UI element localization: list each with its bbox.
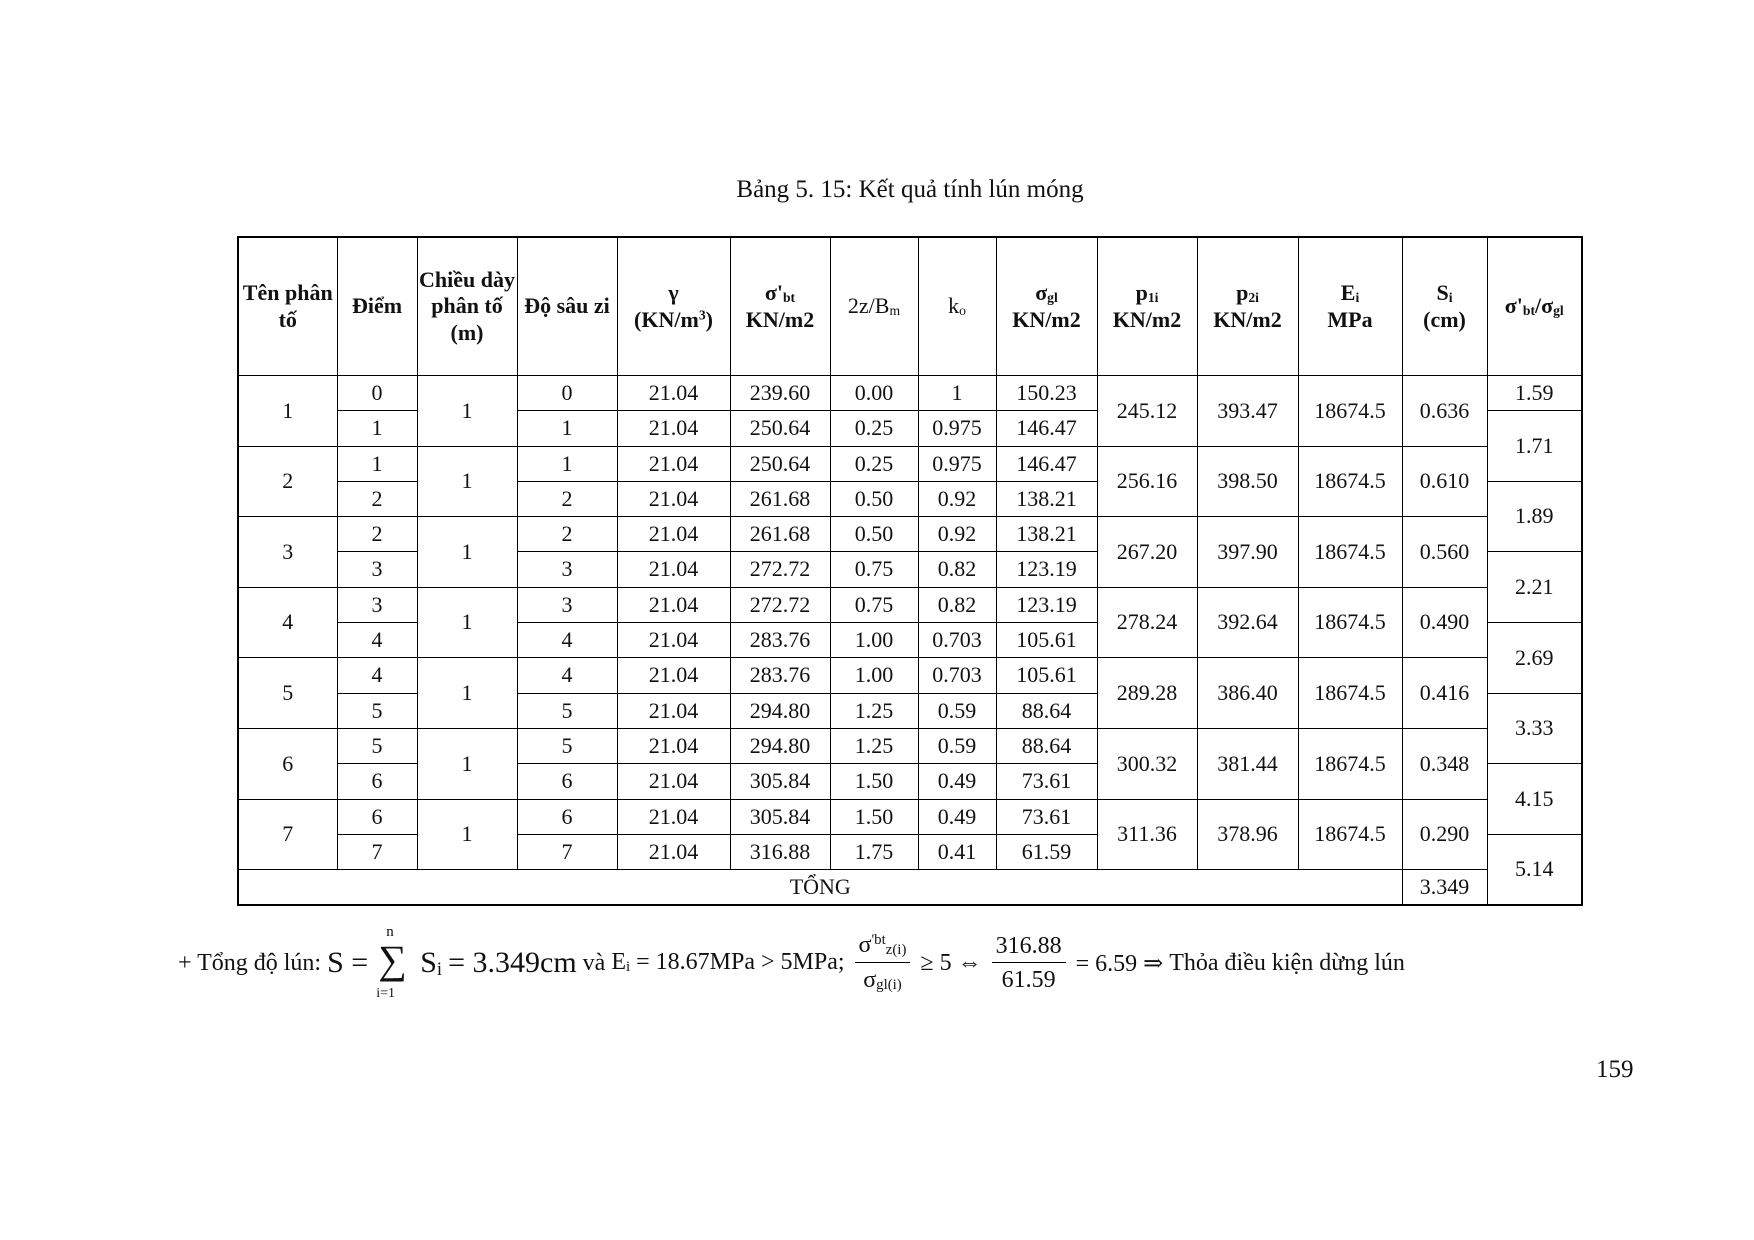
header-p2: $p_{2i}$ KN/m2 [1197, 237, 1298, 376]
depth-z: 3 [517, 587, 617, 622]
depth-z: 5 [517, 693, 617, 728]
element-name: 1 [238, 376, 337, 447]
p1-value: 267.20 [1097, 517, 1197, 588]
sigma-bt-value: 272.72 [730, 552, 830, 587]
ko-value: 0.49 [918, 764, 996, 799]
gamma-value: 21.04 [617, 517, 730, 552]
sigma-gl-value: 61.59 [996, 834, 1097, 869]
header-s: $S_i$ (cm) [1402, 237, 1487, 376]
p2-value: 397.90 [1197, 517, 1298, 588]
point-id: 4 [337, 623, 417, 658]
ko-value: 0.703 [918, 623, 996, 658]
header-ko: $k_o$ [918, 237, 996, 376]
formula-and: và [582, 949, 606, 976]
formula-result: = 3.349cm [448, 946, 577, 979]
gamma-value: 21.04 [617, 411, 730, 446]
ratio-value: 0.50 [830, 481, 918, 516]
table-row [238, 587, 1582, 622]
ratio-value: 0.75 [830, 552, 918, 587]
ko-value: 0.82 [918, 552, 996, 587]
header-e: $E_i$ MPa [1298, 237, 1402, 376]
s-value: 0.610 [1402, 446, 1487, 517]
element-name: 5 [238, 658, 337, 729]
element-name: 3 [238, 517, 337, 588]
sigma-gl-value: 146.47 [996, 411, 1097, 446]
ko-value: 0.49 [918, 799, 996, 834]
s-value: 0.348 [1402, 728, 1487, 799]
sigma-gl-value: 138.21 [996, 481, 1097, 516]
point-id: 3 [337, 552, 417, 587]
formula-prefix: + Tổng độ lún: [178, 949, 322, 976]
page-number: 159 [1596, 1056, 1634, 1083]
sigma-bt-value: 283.76 [730, 658, 830, 693]
stress-ratio-fraction: $\frac{\sigma^{'bt}_{z(i)}}{\sigma_{gl(i)}}$ [855, 932, 911, 993]
element-thickness: 1 [417, 587, 517, 658]
ko-value: 0.703 [918, 658, 996, 693]
sigma-gl-value: 138.21 [996, 517, 1097, 552]
ratio-value: 1.00 [830, 623, 918, 658]
stress-ratio-value: 4.15 [1487, 764, 1582, 835]
sigma-gl-value: 150.23 [996, 376, 1097, 411]
s-value: 0.636 [1402, 376, 1487, 447]
formula-conclusion: Thỏa điều kiện dừng lún [1169, 949, 1405, 976]
element-thickness: 1 [417, 728, 517, 799]
p1-value: 311.36 [1097, 799, 1197, 870]
sigma-gl-value: 73.61 [996, 764, 1097, 799]
stress-ratio-value: 1.89 [1487, 481, 1582, 552]
point-id: 2 [337, 481, 417, 516]
table-row [238, 658, 1582, 693]
s-value: 0.560 [1402, 517, 1487, 588]
header-gamma: γ $(KN/m^3)$ [617, 237, 730, 376]
depth-z: 1 [517, 446, 617, 481]
table-caption: Bảng 5. 15: Kết quả tính lún móng [736, 176, 1084, 203]
e-value: 18674.5 [1298, 376, 1402, 447]
header-diem: Điểm [337, 237, 417, 376]
e-value: 18674.5 [1298, 587, 1402, 658]
e-value: 18674.5 [1298, 658, 1402, 729]
formula-si: $S_i$ [420, 945, 443, 980]
table-row [238, 517, 1582, 552]
ko-value: 0.92 [918, 481, 996, 516]
gamma-value: 21.04 [617, 446, 730, 481]
p2-value: 392.64 [1197, 587, 1298, 658]
ratio-value: 1.25 [830, 693, 918, 728]
stress-ratio-value: 2.21 [1487, 552, 1582, 623]
ratio-value: 0.25 [830, 411, 918, 446]
ko-value: 0.59 [918, 693, 996, 728]
gamma-value: 21.04 [617, 552, 730, 587]
sigma-bt-value: 305.84 [730, 764, 830, 799]
element-name: 7 [238, 799, 337, 870]
ratio-value: 1.75 [830, 834, 918, 869]
p2-value: 381.44 [1197, 728, 1298, 799]
ratio-value: 1.25 [830, 728, 918, 763]
header-sigma-bt: $\sigma'_{bt}$ KN/m2 [730, 237, 830, 376]
settlement-table [237, 236, 1583, 906]
sigma-gl-value: 105.61 [996, 623, 1097, 658]
point-id: 2 [337, 517, 417, 552]
header-sigma-gl: $\sigma_{gl}$ KN/m2 [996, 237, 1097, 376]
stress-ratio-value: 1.71 [1487, 411, 1582, 482]
stress-ratio-value: 5.14 [1487, 834, 1582, 905]
point-id: 5 [337, 693, 417, 728]
point-id: 1 [337, 411, 417, 446]
p1-value: 278.24 [1097, 587, 1197, 658]
depth-z: 3 [517, 552, 617, 587]
point-id: 3 [337, 587, 417, 622]
sigma-bt-value: 294.80 [730, 728, 830, 763]
sigma-gl-value: 123.19 [996, 552, 1097, 587]
header-row [238, 237, 1582, 376]
ratio-value: 0.50 [830, 517, 918, 552]
gamma-value: 21.04 [617, 587, 730, 622]
sigma-gl-value: 88.64 [996, 728, 1097, 763]
sigma-gl-value: 88.64 [996, 693, 1097, 728]
summation-symbol: n ∑ i=1 [376, 924, 407, 1001]
gamma-value: 21.04 [617, 623, 730, 658]
formula-s-eq: S = [327, 946, 369, 979]
gamma-value: 21.04 [617, 481, 730, 516]
point-id: 4 [337, 658, 417, 693]
header-ratio-2z-bm: $2z/B_m$ [830, 237, 918, 376]
ko-value: 0.975 [918, 446, 996, 481]
point-id: 0 [337, 376, 417, 411]
formula-ge: ≥ 5 ⇔ [920, 949, 982, 976]
table-row [238, 376, 1582, 411]
depth-z: 4 [517, 658, 617, 693]
table-row [238, 799, 1582, 834]
ratio-value: 1.50 [830, 799, 918, 834]
stress-ratio-value: 2.69 [1487, 623, 1582, 694]
ratio-value: 0.00 [830, 376, 918, 411]
s-value: 0.416 [1402, 658, 1487, 729]
sigma-gl-value: 73.61 [996, 799, 1097, 834]
p1-value: 289.28 [1097, 658, 1197, 729]
p2-value: 378.96 [1197, 799, 1298, 870]
gamma-value: 21.04 [617, 764, 730, 799]
element-thickness: 1 [417, 799, 517, 870]
element-name: 6 [238, 728, 337, 799]
ko-value: 0.92 [918, 517, 996, 552]
ko-value: 0.41 [918, 834, 996, 869]
point-id: 5 [337, 728, 417, 763]
gamma-value: 21.04 [617, 728, 730, 763]
gamma-value: 21.04 [617, 834, 730, 869]
ko-value: 0.975 [918, 411, 996, 446]
e-value: 18674.5 [1298, 799, 1402, 870]
element-name: 4 [238, 587, 337, 658]
ko-value: 1 [918, 376, 996, 411]
sigma-bt-value: 250.64 [730, 446, 830, 481]
depth-z: 1 [517, 411, 617, 446]
p1-value: 300.32 [1097, 728, 1197, 799]
ko-value: 0.82 [918, 587, 996, 622]
e-value: 18674.5 [1298, 446, 1402, 517]
sigma-gl-value: 146.47 [996, 446, 1097, 481]
sigma-bt-value: 283.76 [730, 623, 830, 658]
sigma-bt-value: 239.60 [730, 376, 830, 411]
gamma-value: 21.04 [617, 658, 730, 693]
depth-z: 4 [517, 623, 617, 658]
p1-value: 245.12 [1097, 376, 1197, 447]
sigma-bt-value: 272.72 [730, 587, 830, 622]
sigma-gl-value: 105.61 [996, 658, 1097, 693]
ratio-value: 0.25 [830, 446, 918, 481]
p1-value: 256.16 [1097, 446, 1197, 517]
e-value: 18674.5 [1298, 517, 1402, 588]
point-id: 1 [337, 446, 417, 481]
point-id: 6 [337, 764, 417, 799]
sigma-bt-value: 294.80 [730, 693, 830, 728]
depth-z: 7 [517, 834, 617, 869]
element-name: 2 [238, 446, 337, 517]
depth-z: 2 [517, 517, 617, 552]
header-p1: $p_{1i}$ KN/m2 [1097, 237, 1197, 376]
element-thickness: 1 [417, 658, 517, 729]
stress-ratio-value: 1.59 [1487, 376, 1582, 411]
s-value: 0.290 [1402, 799, 1487, 870]
ratio-value: 1.50 [830, 764, 918, 799]
total-row [238, 870, 1582, 906]
point-id: 6 [337, 799, 417, 834]
depth-z: 6 [517, 764, 617, 799]
table-row [238, 728, 1582, 763]
formula-eq-result: = 6.59 ⇒ [1075, 950, 1164, 977]
element-thickness: 1 [417, 517, 517, 588]
p2-value: 386.40 [1197, 658, 1298, 729]
settlement-formula [178, 924, 1405, 1001]
total-label: TỔNG [238, 870, 1402, 906]
total-value: 3.349 [1402, 870, 1487, 906]
depth-z: 5 [517, 728, 617, 763]
header-chieu-day: Chiều dày phân tố (m) [417, 237, 517, 376]
s-value: 0.490 [1402, 587, 1487, 658]
numeric-fraction: $\frac{316.88}{61.59}$ [992, 933, 1066, 994]
header-ten-phan-to: Tên phân tố [238, 237, 337, 376]
point-id: 7 [337, 834, 417, 869]
gamma-value: 21.04 [617, 693, 730, 728]
ko-value: 0.59 [918, 728, 996, 763]
table-row [238, 446, 1582, 481]
formula-e: $E_i = 18.67MPa > 5MPa$; [611, 949, 845, 976]
sigma-bt-value: 316.88 [730, 834, 830, 869]
gamma-value: 21.04 [617, 799, 730, 834]
ratio-value: 1.00 [830, 658, 918, 693]
element-thickness: 1 [417, 376, 517, 447]
depth-z: 6 [517, 799, 617, 834]
sigma-bt-value: 250.64 [730, 411, 830, 446]
sigma-bt-value: 261.68 [730, 517, 830, 552]
e-value: 18674.5 [1298, 728, 1402, 799]
header-do-sau: Độ sâu zi [517, 237, 617, 376]
p2-value: 393.47 [1197, 376, 1298, 447]
sigma-gl-value: 123.19 [996, 587, 1097, 622]
ratio-value: 0.75 [830, 587, 918, 622]
depth-z: 0 [517, 376, 617, 411]
sigma-bt-value: 261.68 [730, 481, 830, 516]
stress-ratio-value: 3.33 [1487, 693, 1582, 764]
depth-z: 2 [517, 481, 617, 516]
header-stress-ratio: $\sigma'_{bt}/\sigma_{gl}$ [1487, 237, 1582, 376]
sigma-bt-value: 305.84 [730, 799, 830, 834]
gamma-value: 21.04 [617, 376, 730, 411]
p2-value: 398.50 [1197, 446, 1298, 517]
element-thickness: 1 [417, 446, 517, 517]
